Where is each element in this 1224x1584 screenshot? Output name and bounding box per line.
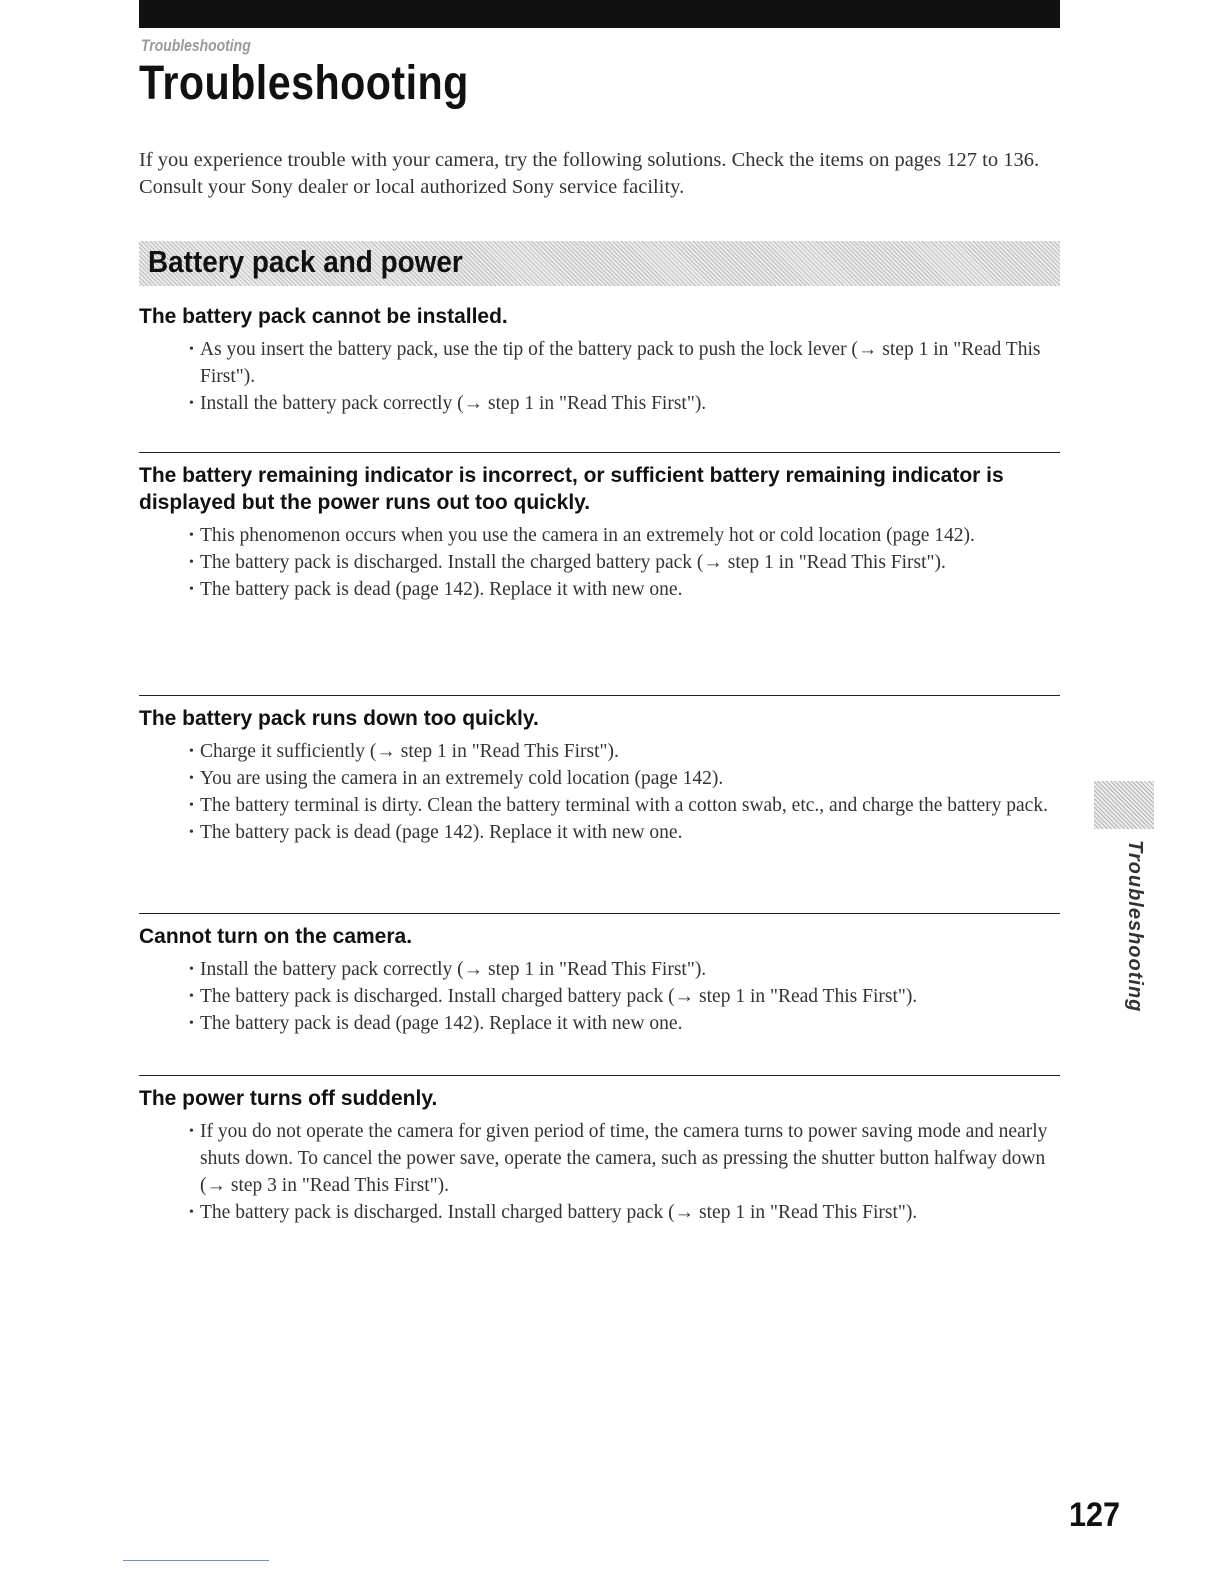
- divider: [139, 452, 1060, 453]
- solution-list: [139, 738, 1060, 846]
- divider: [139, 1075, 1060, 1076]
- solution-item: • This phenomenon occurs when you use the camera in an extremely hot or cold location (page 142).: [189, 522, 1055, 549]
- issue-title: The battery pack cannot be installed.: [139, 305, 508, 328]
- issue-battery-runs-down: [139, 705, 1060, 846]
- solution-item: • The battery pack is discharged. Install charged battery pack (→ step 1 in "Read This First").: [189, 983, 1055, 1010]
- solution-item: • As you insert the battery pack, use the tip of the battery pack to push the lock lever (→ step 1 in "Read This First").: [189, 336, 1055, 390]
- issue-title: The power turns off suddenly.: [139, 1087, 438, 1110]
- solution-item: • Charge it sufficiently (→ step 1 in "Read This First").: [189, 738, 1055, 765]
- section-header: [139, 241, 1060, 286]
- solution-list: [139, 336, 1060, 417]
- solution-item: • The battery pack is discharged. Install the charged battery pack (→ step 1 in "Read This First").: [189, 549, 1055, 576]
- issue-power-turns-off: [139, 1085, 1060, 1226]
- solution-item: • The battery pack is discharged. Install charged battery pack (→ step 1 in "Read This First").: [189, 1199, 1055, 1226]
- solution-item: • Install the battery pack correctly (→ step 1 in "Read This First").: [189, 390, 1055, 417]
- solution-item: • The battery pack is dead (page 142). Replace it with new one.: [189, 819, 1055, 846]
- issue-title: Cannot turn on the camera.: [139, 925, 413, 948]
- section-title: Battery pack and power: [148, 244, 463, 279]
- solution-item: • Install the battery pack correctly (→ step 1 in "Read This First").: [189, 956, 1055, 983]
- side-tab-label: Troubleshooting: [1124, 840, 1146, 1013]
- solution-list: [139, 956, 1060, 1037]
- issue-title: The battery remaining indicator is incorrect, or sufficient battery remaining indicator is displayed but the power runs out too quickly.: [139, 464, 1004, 514]
- page-title: Troubleshooting: [139, 57, 469, 110]
- solution-item: • The battery pack is dead (page 142). Replace it with new one.: [189, 576, 1055, 603]
- divider: [139, 695, 1060, 696]
- side-tab-marker: [1094, 781, 1154, 829]
- footer-rule: [123, 1560, 269, 1561]
- solution-item: • You are using the camera in an extremely cold location (page 142).: [189, 765, 1055, 792]
- header-bar: [139, 0, 1060, 28]
- solution-item: • The battery terminal is dirty. Clean the battery terminal with a cotton swab, etc., and charge the battery pack.: [189, 792, 1055, 819]
- issue-cannot-turn-on: [139, 923, 1060, 1037]
- solution-item: • If you do not operate the camera for given period of time, the camera turns to power saving mode and nearly shuts down. To cancel the power save, operate the camera, such as pressing the shutter button halfway down (→ step 3 in "Read This First").: [189, 1118, 1055, 1199]
- breadcrumb: Troubleshooting: [141, 36, 251, 55]
- solution-list: [139, 522, 1060, 603]
- issue-battery-cannot-install: [139, 303, 1060, 417]
- divider: [139, 913, 1060, 914]
- page-number: 127: [1069, 1496, 1121, 1534]
- intro-paragraph: If you experience trouble with your camera, try the following solutions. Check the items on pages 127 to 136. Consult your Sony dealer or local authorized Sony service facility.: [139, 149, 1040, 198]
- issue-title: The battery pack runs down too quickly.: [139, 707, 539, 730]
- issue-battery-indicator: [139, 462, 1060, 603]
- solution-item: • The battery pack is dead (page 142). Replace it with new one.: [189, 1010, 1055, 1037]
- solution-list: [139, 1118, 1060, 1226]
